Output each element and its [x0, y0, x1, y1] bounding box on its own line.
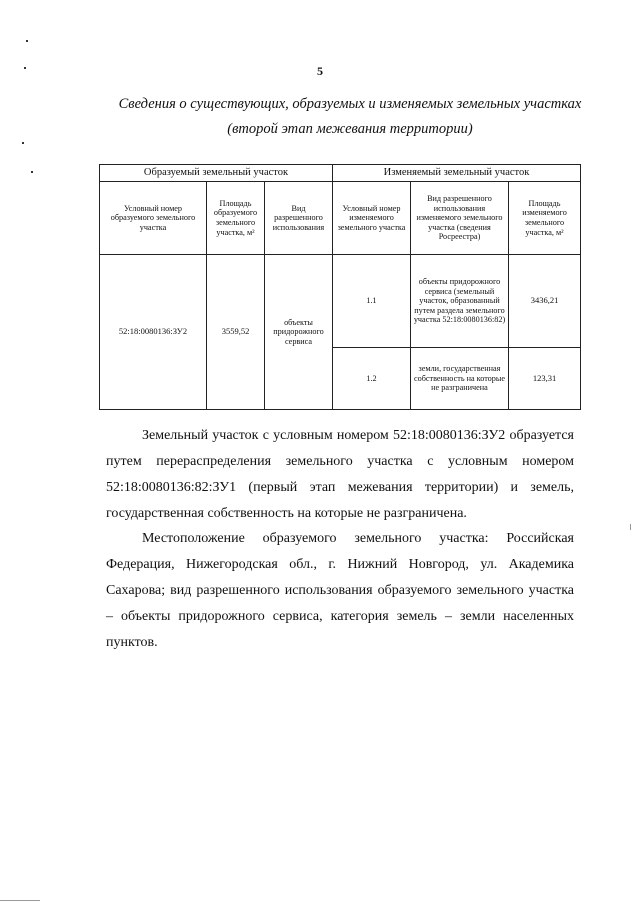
footer-rule [0, 900, 40, 901]
changed-plot-area: 3436,21 [509, 255, 581, 348]
scan-speck [26, 40, 28, 42]
scan-speck [22, 142, 24, 144]
paragraph-location: Местоположение образуемого земельного участка: Российская Федерация, Нижегородская обл., г. Нижний Новгород, ул. Академика Сахарова; вид разрешенного использования образуемого земельного участка – объекты придорожного сервиса, категория земель – земли населенных пунктов. [106, 531, 574, 650]
col-header-changed-use: Вид разрешенного использования изменяемого земельного участка (сведения Росреестра) [411, 182, 509, 255]
formed-plot-area: 3559,52 [207, 255, 265, 410]
formed-plot-number: 52:18:0080136:ЗУ2 [100, 255, 207, 410]
paragraph-formation: Земельный участок с условным номером 52:18:0080136:ЗУ2 образуется путем перераспределения земельного участка с условным номером 52:18:0080136:82:ЗУ1 (первый этап межевания территории) и земель, государственная собственность на которые не разграничена. [106, 428, 574, 521]
changed-plot-number: 1.2 [333, 348, 411, 410]
land-plots-table [99, 164, 581, 410]
document-title: Сведения о существующих, образуемых и изменяемых земельных участках [118, 96, 582, 112]
document-subtitle: (второй этап межевания территории) [227, 121, 473, 137]
col-header-formed-area: Площадь образуемого земельного участка, м² [207, 182, 265, 255]
col-header-changed-number: Условный номер изменяемого земельного участка [333, 182, 411, 255]
scan-speck [24, 67, 26, 69]
formed-plot-use: объекты придорожного сервиса [265, 255, 333, 410]
col-header-formed-use: Вид разрешенного использования [265, 182, 333, 255]
formed-plot-header: Образуемый земельный участок [100, 165, 333, 182]
scan-speck [630, 524, 631, 530]
changed-plot-number: 1.1 [333, 255, 411, 348]
changed-plot-use: объекты придорожного сервиса (земельный участок, образованный путем раздела земельного участка 52:18:0080136:82) [411, 255, 509, 348]
scan-speck [31, 171, 33, 173]
col-header-formed-number: Условный номер образуемого земельного участка [100, 182, 207, 255]
changed-plot-header: Изменяемый земельный участок [333, 165, 581, 182]
changed-plot-area: 123,31 [509, 348, 581, 410]
changed-plot-use: земли, государственная собственность на которые не разграничена [411, 348, 509, 410]
col-header-changed-area: Площадь изменяемого земельного участка, м² [509, 182, 581, 255]
page-number: 5 [317, 64, 323, 78]
